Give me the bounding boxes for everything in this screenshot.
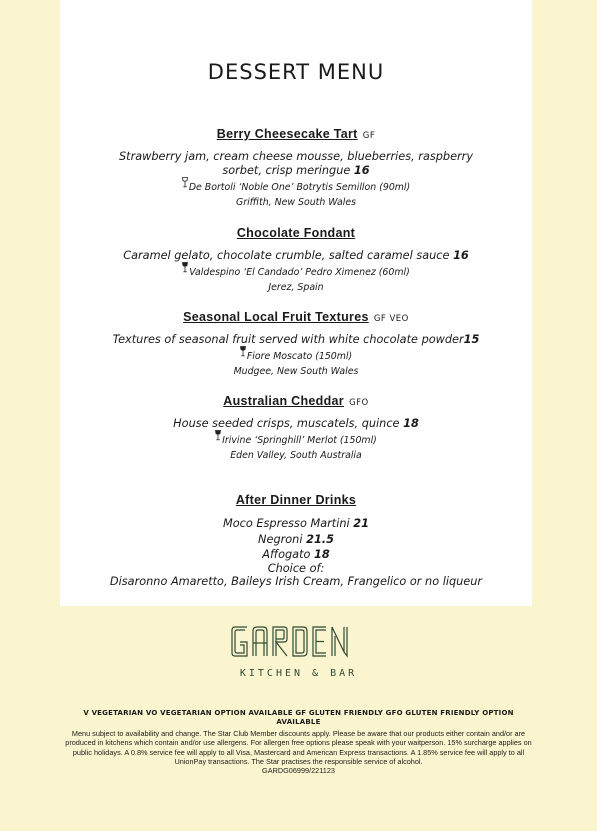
wine-glass-icon bbox=[182, 177, 188, 192]
menu-item-berry-cheesecake bbox=[60, 123, 532, 209]
fine-print: Menu subject to availability and change. The Star Club Member discounts apply. Please be aware that our products either contain and/or are produced in kitchens which contain and/or use allergens. For allergen free options please speak with your waitperson. 15% surcharge applies on public holidays. A 0.8% service fee will apply to all Visa, Mastercard and American Express transactions. A 1.85% service fee will apply to all UnionPay transactions. The Star practises the responsible service of alcohol. GARDG06999/221123 bbox=[65, 729, 532, 776]
garden-wordmark bbox=[229, 622, 369, 662]
choice-label: Choice of: bbox=[267, 561, 325, 575]
item-name: Seasonal Local Fruit Textures bbox=[183, 310, 369, 324]
wine-pairing: Valdespino ‘El Candado’ Pedro Ximenez (60ml) Jerez, Spain bbox=[60, 267, 532, 294]
wine-region: Eden Valley, South Australia bbox=[230, 450, 362, 461]
wine-pairing: De Bortoli ‘Noble One’ Botrytis Semillon (90ml) Griffith, New South Wales bbox=[60, 182, 532, 209]
item-price: 16 bbox=[453, 249, 469, 262]
menu-item-seasonal-fruit bbox=[60, 306, 532, 378]
wine-region: Griffith, New South Wales bbox=[235, 197, 357, 208]
item-description: House seeded crisps, muscatels, quince 18 bbox=[173, 417, 419, 430]
menu-card bbox=[60, 0, 532, 606]
item-name: Australian Cheddar bbox=[223, 394, 344, 408]
item-price: 18 bbox=[403, 417, 419, 430]
drink-item: Affogato 18 bbox=[262, 548, 330, 561]
wine-pairing: Irivine ‘Springhill’ Merlot (150ml) Eden Valley, South Australia bbox=[60, 435, 532, 462]
dietary-tag: GF bbox=[362, 131, 376, 141]
item-description: Textures of seasonal fruit served with white chocolate powder15 bbox=[112, 333, 480, 346]
dietary-tag: GFO bbox=[349, 398, 369, 408]
wine-glass-icon bbox=[182, 262, 188, 277]
after-dinner-drinks bbox=[60, 489, 532, 589]
logo-subtitle: KITCHEN & BAR bbox=[239, 668, 358, 679]
section-heading: After Dinner Drinks bbox=[235, 493, 357, 507]
item-name: Chocolate Fondant bbox=[236, 226, 356, 240]
dietary-tag: GF VEO bbox=[373, 314, 409, 324]
drinks-list bbox=[60, 516, 532, 589]
drink-item: Negroni 21.5 bbox=[258, 532, 334, 546]
item-price: 16 bbox=[353, 164, 370, 177]
wine-glass-icon bbox=[240, 346, 246, 361]
item-name: Berry Cheesecake Tart bbox=[216, 127, 358, 141]
wine-region: Mudgee, New South Wales bbox=[233, 366, 359, 377]
item-description: Caramel gelato, chocolate crumble, salted caramel sauce 16 bbox=[123, 249, 469, 262]
item-description: Strawberry jam, cream cheese mousse, blueberries, raspberry sorbet, crisp meringue 16 bbox=[118, 150, 474, 177]
wine-region: Jerez, Spain bbox=[268, 282, 324, 293]
wine-glass-icon bbox=[215, 430, 221, 445]
dietary-legend: V VEGETARIAN VO VEGETARIAN OPTION AVAILABLE GF GLUTEN FRIENDLY GFO GLUTEN FRIENDLY OPTION AVAILABLE bbox=[83, 709, 514, 726]
menu-title: DESSERT MENU bbox=[207, 60, 385, 84]
menu-item-australian-cheddar bbox=[60, 390, 532, 462]
menu-code: GARDG06999/221123 bbox=[262, 766, 335, 776]
brand-logo bbox=[0, 622, 597, 679]
wine-pairing: Fiore Moscato (150ml) Mudgee, New South Wales bbox=[60, 351, 532, 378]
drink-item: Moco Espresso Martini 21 bbox=[223, 517, 369, 530]
item-price: 15 bbox=[463, 333, 480, 346]
menu-item-chocolate-fondant bbox=[60, 222, 532, 294]
choice-options: Disaronno Amaretto, Baileys Irish Cream, Frangelico or no liqueur bbox=[109, 574, 483, 588]
